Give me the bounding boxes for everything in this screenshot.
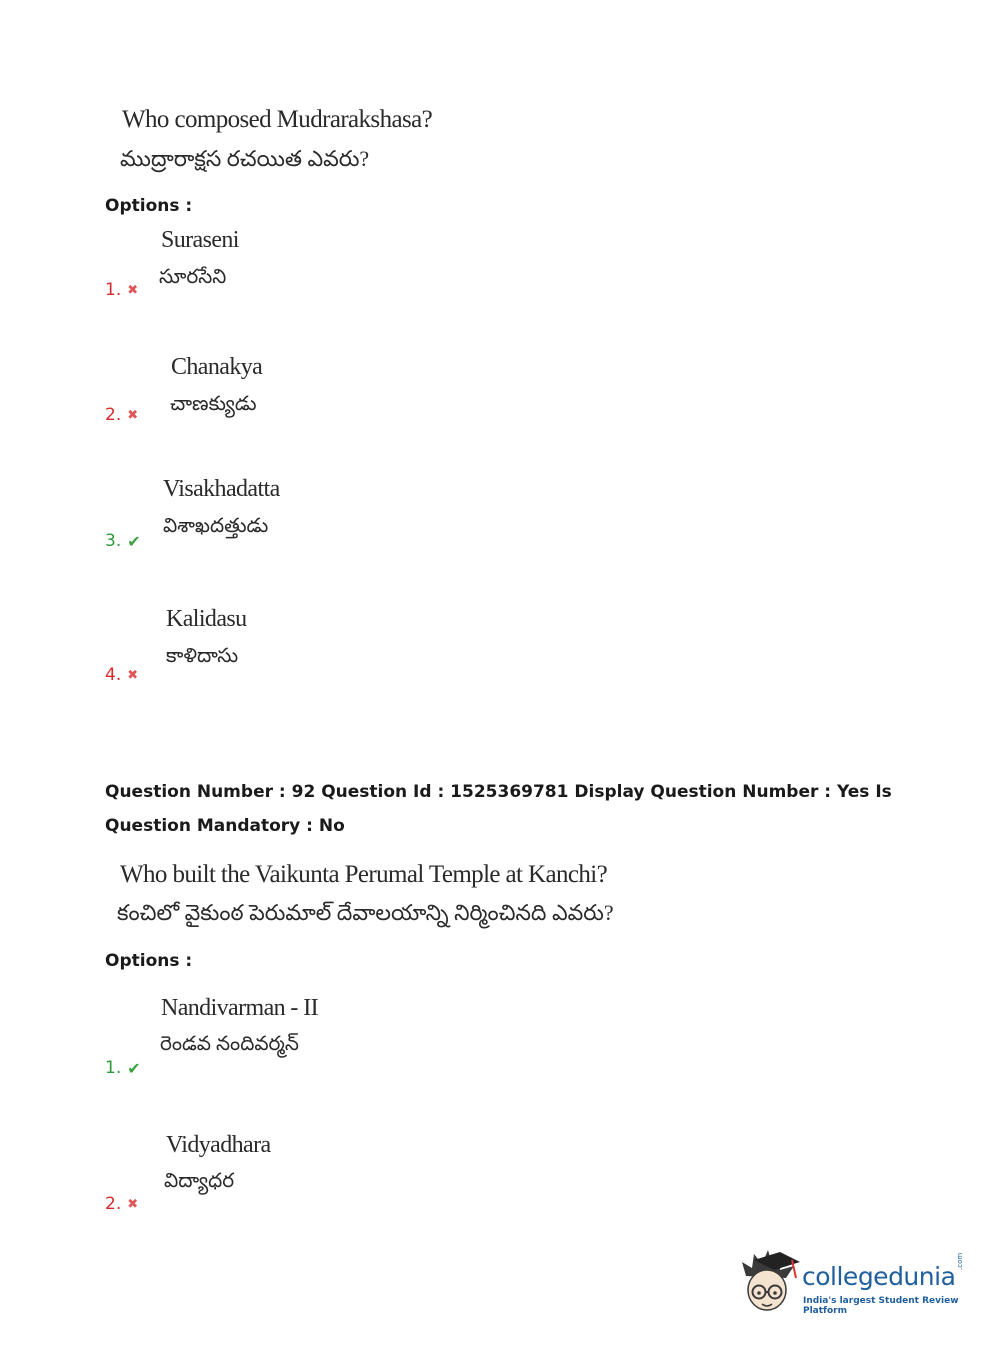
option-number: 4. [105, 665, 122, 685]
question-text-te: కంచిలో వైకుంఠ పెరుమాల్ దేవాలయాన్ని నిర్మించినది ఎవరు? [117, 900, 614, 925]
question-text-te: ముద్రారాక్షస రచయిత ఎవరు? [120, 146, 370, 171]
option-1-text-te: సూరసేని [159, 266, 227, 288]
option-4-text-en: Kalidasu [166, 606, 247, 632]
option-number: 2. [105, 405, 122, 425]
option-2-text-te: విద్యాధర [164, 1170, 235, 1192]
check-icon: ✔ [127, 531, 141, 551]
cross-icon: ✖ [127, 407, 139, 423]
option-4-marker [105, 665, 138, 685]
question-text-en: Who composed Mudrarakshasa? [122, 106, 433, 133]
option-1-marker [105, 280, 138, 300]
option-3-marker [105, 531, 141, 551]
collegedunia-logo [740, 1248, 970, 1318]
cross-icon: ✖ [127, 282, 139, 298]
option-2-marker [105, 1194, 138, 1214]
option-number: 1. [105, 280, 122, 300]
cross-icon: ✖ [127, 667, 139, 683]
option-2-text-en: Chanakya [171, 354, 263, 380]
option-1-text-en: Suraseni [161, 227, 239, 253]
option-3-text-en: Visakhadatta [163, 476, 280, 502]
option-number: 2. [105, 1194, 122, 1214]
question-meta: Question Number : 92 Question Id : 1525369781 Display Question Number : Yes Is Question Mandatory : No [105, 782, 892, 836]
options-label: Options : [105, 951, 193, 971]
option-number: 1. [105, 1058, 122, 1078]
cross-icon: ✖ [127, 1196, 139, 1212]
options-label: Options : [105, 196, 193, 216]
mascot-icon [740, 1248, 802, 1316]
check-icon: ✔ [127, 1058, 141, 1078]
option-3-text-te: విశాఖదత్తుడు [163, 515, 269, 537]
logo-tagline: India's largest Student Review Platform [803, 1296, 959, 1316]
option-2-text-te: చాణక్యుడు [170, 393, 257, 415]
option-1-text-te: రెండవ నందివర్మన్ [160, 1033, 299, 1055]
option-number: 3. [105, 531, 122, 551]
option-2-marker [105, 405, 138, 425]
question-text-en: Who built the Vaikunta Perumal Temple at Kanchi? [120, 861, 608, 888]
logo-wordmark: collegedunia [802, 1262, 956, 1291]
option-1-text-en: Nandivarman - II [161, 995, 318, 1021]
logo-suffix: .com [956, 1252, 964, 1270]
option-4-text-te: కాళిదాసు [166, 645, 239, 667]
option-2-text-en: Vidyadhara [166, 1132, 271, 1158]
option-1-marker [105, 1058, 141, 1078]
